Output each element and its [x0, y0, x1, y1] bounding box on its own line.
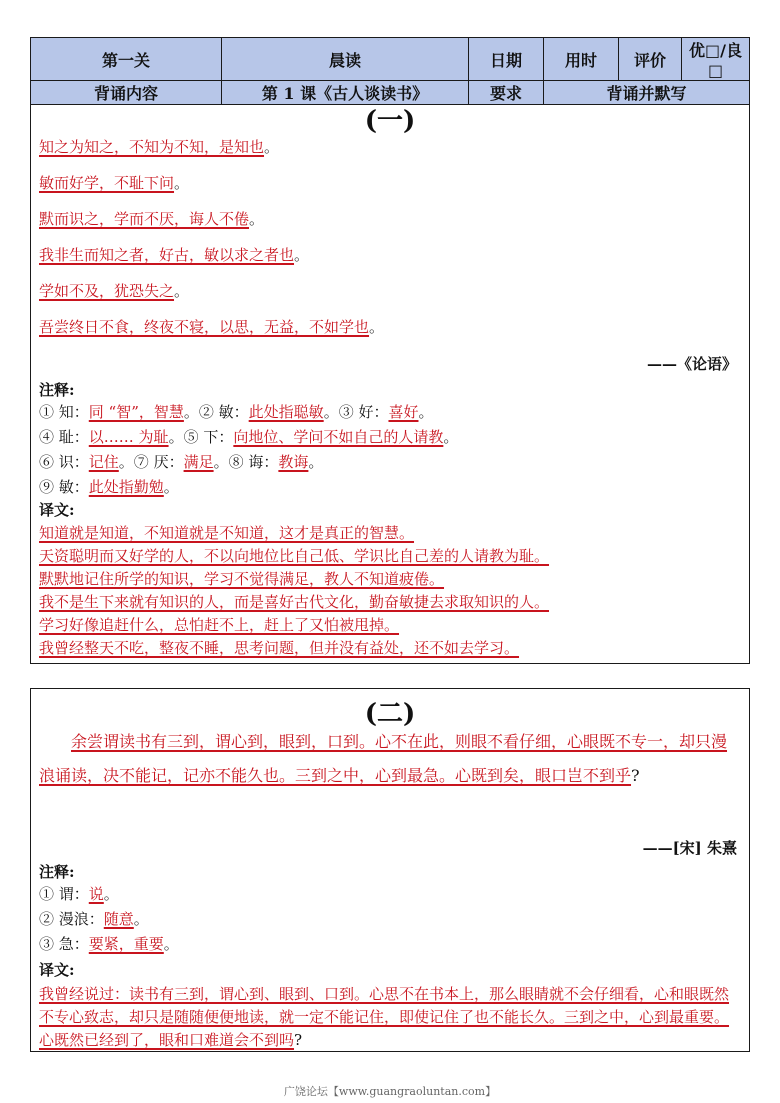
passage-text: 余尝谓读书有三到，谓心到，眼到，口到。心不在此，则眼不看仔细，心眼既不专一，却只漫浪诵读，决不能记，记亦不能久也。三到之中，心到最急。心既到矣，眼口岂不到乎 — [39, 732, 728, 785]
note-term: 。③ 好： — [323, 403, 389, 421]
note-term: 。 — [133, 910, 149, 928]
note-term: ② 漫浪： — [39, 910, 104, 928]
translation-line: 知道就是知道，不知道就是不知道，这才是真正的智慧。 — [39, 524, 415, 542]
passage-line-end: 。 — [174, 282, 190, 300]
note-line — [39, 476, 179, 497]
note-definition: 满足 — [183, 453, 214, 471]
translation-label: 译文: — [39, 501, 75, 519]
translation-line: 我曾经整天不吃，整夜不睡，思考问题，但并没有益处，还不如去学习。 — [39, 639, 520, 657]
passage-line — [39, 244, 309, 265]
note-term: 。⑤ 下： — [168, 428, 234, 446]
header-cell: 日期 — [469, 38, 544, 81]
note-term: ① 知： — [39, 403, 89, 421]
header-cell: 要求 — [469, 81, 544, 105]
passage-line-end: 。 — [174, 174, 190, 192]
note-line — [39, 933, 179, 954]
header-cell: 优□/良□ — [682, 38, 750, 81]
header-cell: 背诵并默写 — [544, 81, 750, 105]
passage-line — [39, 280, 189, 301]
translation-line: 天资聪明而又好学的人，不以向地位比自己低、学识比自己差的人请教为耻。 — [39, 547, 550, 565]
header-cell: 评价 — [619, 38, 682, 81]
note-line — [39, 908, 149, 929]
note-term: ③ 急： — [39, 935, 89, 953]
passage-line — [39, 136, 279, 157]
passage-line — [39, 316, 384, 337]
passage-line-text: 敏而好学，不耻下问 — [39, 174, 175, 192]
notes-label: 注释: — [39, 863, 75, 881]
header-cell: 背诵内容 — [31, 81, 222, 105]
classical-passage — [39, 725, 741, 793]
note-definition: 喜好 — [388, 403, 419, 421]
note-term: 。 — [103, 885, 119, 903]
passage-line-end: 。 — [369, 318, 385, 336]
notes-label: 注释: — [39, 381, 75, 399]
translation-end: ? — [294, 1031, 303, 1049]
header-cell: 晨读 — [222, 38, 469, 81]
note-term: 。⑧ 诲： — [213, 453, 279, 471]
note-term: ① 谓： — [39, 885, 89, 903]
note-term: ⑨ 敏： — [39, 478, 89, 496]
passage-line — [39, 208, 264, 229]
passage-end: ? — [631, 766, 640, 785]
note-line — [39, 451, 323, 472]
translation-line: 学习好像追赶什么，总怕赶不上，赶上了又怕被甩掉。 — [39, 616, 400, 634]
section-one — [30, 98, 750, 664]
passage-line-text: 我非生而知之者，好古，敏以求之者也 — [39, 246, 295, 264]
header-cell: 第一关 — [31, 38, 222, 81]
note-term: 。⑦ 厌： — [118, 453, 184, 471]
section-two — [30, 688, 750, 1052]
note-term: 。 — [163, 935, 179, 953]
passage-line-end: 。 — [264, 138, 280, 156]
note-term: 。② 敏： — [183, 403, 249, 421]
translation-label: 译文: — [39, 961, 75, 979]
note-definition: 向地位、学问不如自己的人请教 — [233, 428, 444, 446]
passage-line-text: 默而识之，学而不厌，诲人不倦 — [39, 210, 250, 228]
translation-text: 我曾经说过：读书有三到，谓心到、眼到、口到。心思不在书本上，那么眼睛就不会仔细看，心和眼既然不专心致志，却只是随随便便地读，就一定不能记住，即使记住了也不能长久。三到之中，心到最重要。心既然已经到了，眼和口难道会不到吗 — [39, 985, 730, 1049]
note-definition: 要紧，重要 — [88, 935, 164, 953]
footer-watermark: 广饶论坛【www.guangraoluntan.com】 — [283, 1085, 497, 1098]
note-term: 。 — [443, 428, 459, 446]
header-cell: 第 1 课《古人谈读书》 — [222, 81, 469, 105]
passage-line-text: 知之为知之，不知为不知，是知也 — [39, 138, 265, 156]
passage-line-text: 吾尝终日不食，终夜不寝，以思，无益，不如学也 — [39, 318, 370, 336]
source-attribution: ——《论语》 — [646, 355, 737, 373]
passage-line-end: 。 — [249, 210, 265, 228]
source-attribution: ——[宋] 朱熹 — [642, 839, 737, 857]
note-term: ④ 耻： — [39, 428, 89, 446]
note-line — [39, 401, 434, 422]
passage-line-end: 。 — [294, 246, 310, 264]
note-term: 。 — [418, 403, 434, 421]
note-definition: 此处指聪敏 — [248, 403, 324, 421]
header-table — [30, 37, 750, 105]
note-definition: 同 “智”，智慧 — [88, 403, 184, 421]
note-term: ⑥ 识： — [39, 453, 89, 471]
note-line — [39, 426, 458, 447]
note-definition: 以…… 为耻 — [88, 428, 169, 446]
note-line — [39, 883, 119, 904]
note-term: 。 — [308, 453, 324, 471]
note-definition: 此处指勤勉 — [88, 478, 164, 496]
passage-line — [39, 172, 189, 193]
note-definition: 教诲 — [278, 453, 309, 471]
note-definition: 随意 — [103, 910, 134, 928]
section-title: (一) — [364, 106, 416, 136]
translation-line: 我不是生下来就有知识的人，而是喜好古代文化，勤奋敏捷去求取知识的人。 — [39, 593, 550, 611]
translation-line: 默默地记住所学的知识，学习不觉得满足，教人不知道疲倦。 — [39, 570, 445, 588]
header-cell: 用时 — [544, 38, 619, 81]
note-definition: 说 — [88, 885, 104, 903]
note-definition: 记住 — [88, 453, 119, 471]
passage-line-text: 学如不及，犹恐失之 — [39, 282, 175, 300]
translation-paragraph — [39, 983, 741, 1052]
note-term: 。 — [163, 478, 179, 496]
section-title: (二) — [364, 699, 416, 729]
